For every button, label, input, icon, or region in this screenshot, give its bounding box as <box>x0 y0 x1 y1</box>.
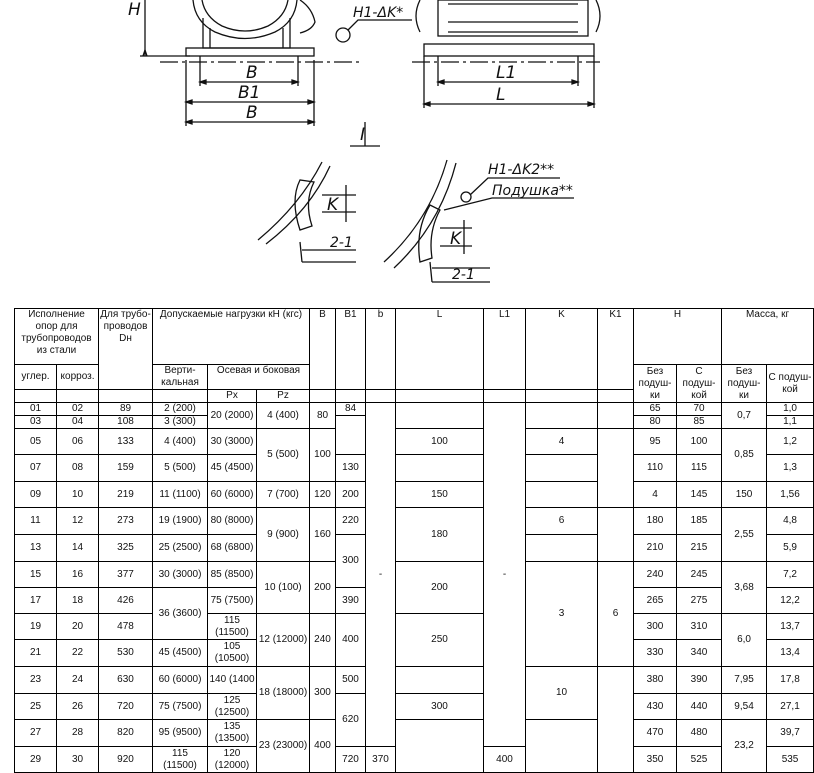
table-cell: 45 (4500) <box>208 455 257 482</box>
table-cell: 20 <box>57 614 99 640</box>
table-cell: 08 <box>57 455 99 482</box>
hdr-mass: Масса, кг <box>722 309 814 365</box>
table-cell: 2,55 <box>722 508 767 562</box>
table-cell: 430 <box>634 694 677 720</box>
table-cell: 09 <box>15 482 57 508</box>
table-cell: 265 <box>634 588 677 614</box>
table-cell: 28 <box>57 720 99 747</box>
dim-b1-label: B1 <box>238 83 261 103</box>
table-cell: 45 (4500) <box>153 640 208 667</box>
table-row <box>15 667 814 694</box>
table-cell <box>598 403 634 429</box>
table-cell: 22 <box>57 640 99 667</box>
hdr-b-small: b <box>366 309 396 390</box>
dim-l-label: L <box>496 85 506 105</box>
table-cell <box>526 535 598 562</box>
table-cell: 133 <box>99 429 153 455</box>
table-cell: 27,1 <box>767 694 814 720</box>
table-cell: 150 <box>396 482 484 508</box>
table-cell: 530 <box>99 640 153 667</box>
table-cell: 380 <box>634 667 677 694</box>
dim-k2-label: K <box>450 229 462 249</box>
table-cell: 84 <box>336 403 366 416</box>
table-cell <box>598 390 634 403</box>
hdr-pz: Pz <box>257 390 310 403</box>
table-cell: 4 <box>526 429 598 455</box>
table-cell: 1,0 <box>767 403 814 416</box>
dim-21-left-label: 2-1 <box>330 235 353 251</box>
table-cell: 3,68 <box>722 562 767 614</box>
table-cell: 440 <box>677 694 722 720</box>
table-cell: 65 <box>634 403 677 416</box>
table-cell: 150 <box>722 482 767 508</box>
table-cell: 330 <box>634 640 677 667</box>
table-cell: 130 <box>336 455 366 482</box>
weld-label-detail: H1-ΔK2** <box>488 162 555 178</box>
table-cell: 24 <box>57 667 99 694</box>
table-row <box>15 482 814 508</box>
table-cell: 340 <box>677 640 722 667</box>
table-cell: 14 <box>57 535 99 562</box>
hdr-b: B <box>310 309 336 390</box>
table-cell: 05 <box>15 429 57 455</box>
table-cell: 325 <box>99 535 153 562</box>
table-cell: 135 (13500) <box>208 720 257 747</box>
table-cell: 300 <box>310 667 336 720</box>
table-cell <box>396 390 484 403</box>
hdr-l1: L1 <box>484 309 526 390</box>
table-cell: 159 <box>99 455 153 482</box>
hdr-dn: Для трубо-проводов Dн <box>99 309 153 390</box>
table-cell <box>484 390 526 403</box>
table-cell: 2 (200) <box>153 403 208 416</box>
table-cell <box>396 720 484 773</box>
section-label: I <box>360 125 366 145</box>
table-cell: 75 (7500) <box>153 694 208 720</box>
table-cell: 115 (11500) <box>153 747 208 773</box>
table-row <box>15 562 814 588</box>
hdr-h-without: Без подуш-ки <box>634 365 677 403</box>
table-cell: 115 <box>677 455 722 482</box>
table-cell <box>336 416 366 455</box>
table-cell: 4 (400) <box>257 403 310 429</box>
table-cell: 18 <box>57 588 99 614</box>
table-cell: 7 (700) <box>257 482 310 508</box>
table-cell <box>526 403 598 429</box>
hdr-loads: Допускаемые нагрузки кН (кгс) <box>153 309 310 365</box>
table-cell <box>598 667 634 773</box>
table-cell: 478 <box>99 614 153 640</box>
table-cell: 110 <box>634 455 677 482</box>
table-cell: 185 <box>677 508 722 535</box>
table-cell <box>526 390 598 403</box>
table-cell: 4 <box>634 482 677 508</box>
dim-l1-label: L1 <box>496 63 517 83</box>
table-cell: 6 <box>526 508 598 535</box>
cushion-label: Подушка** <box>492 183 573 199</box>
table-cell: 920 <box>99 747 153 773</box>
table-cell: 10 <box>57 482 99 508</box>
table-cell: 15 <box>15 562 57 588</box>
table-cell <box>598 508 634 562</box>
table-cell: 13 <box>15 535 57 562</box>
dim-h-label: H <box>128 0 141 20</box>
table-cell: 27 <box>15 720 57 747</box>
table-cell: 11 <box>15 508 57 535</box>
table-cell: 9,54 <box>722 694 767 720</box>
table-cell: 0,85 <box>722 429 767 482</box>
table-cell: 377 <box>99 562 153 588</box>
table-cell: 19 (1900) <box>153 508 208 535</box>
table-cell: 13,4 <box>767 640 814 667</box>
table-cell: 9 (900) <box>257 508 310 562</box>
table-cell: 85 (8500) <box>208 562 257 588</box>
table-cell: 145 <box>677 482 722 508</box>
hdr-mass-with: С подуш-кой <box>767 365 814 403</box>
table-cell: 12 (12000) <box>257 614 310 667</box>
table-cell: 200 <box>336 482 366 508</box>
table-cell <box>336 390 366 403</box>
table-cell: 390 <box>677 667 722 694</box>
table-cell: 400 <box>336 614 366 667</box>
table-cell: 80 <box>634 416 677 429</box>
table-cell: 23,2 <box>722 720 767 773</box>
table-cell: 820 <box>99 720 153 747</box>
table-cell: 220 <box>336 508 366 535</box>
table-cell: 19 <box>15 614 57 640</box>
dim-k-label: K <box>327 195 339 215</box>
table-cell: 1,1 <box>767 416 814 429</box>
hdr-h: H <box>634 309 722 365</box>
table-cell: 180 <box>634 508 677 535</box>
table-cell: 300 <box>336 535 366 588</box>
table-cell: 400 <box>484 747 526 773</box>
table-cell: 10 <box>526 667 598 720</box>
table-cell: 25 (2500) <box>153 535 208 562</box>
hdr-mass-without: Без подуш-ки <box>722 365 767 403</box>
base-plate <box>186 48 314 56</box>
table-cell: 120 (12000) <box>208 747 257 773</box>
table-cell: 13,7 <box>767 614 814 640</box>
table-cell: 6 <box>598 562 634 667</box>
table-cell: 1,3 <box>767 455 814 482</box>
table-cell: 60 (6000) <box>153 667 208 694</box>
table-cell: 400 <box>310 720 336 773</box>
table-cell: 30 (3000) <box>153 562 208 588</box>
table-cell: 10 (100) <box>257 562 310 614</box>
table-cell: 350 <box>634 747 677 773</box>
table-cell: 5 (500) <box>153 455 208 482</box>
table-cell <box>526 720 598 773</box>
table-cell: 240 <box>310 614 336 667</box>
hdr-axial-side: Осевая и боковая <box>208 365 310 390</box>
hdr-corrosion: корроз. <box>57 365 99 390</box>
table-cell: 29 <box>15 747 57 773</box>
table-cell: 275 <box>677 588 722 614</box>
table-cell <box>396 403 484 429</box>
table-cell <box>526 455 598 482</box>
supports-table <box>14 308 814 773</box>
table-cell: 11 (1100) <box>153 482 208 508</box>
table-cell: 4 (400) <box>153 429 208 455</box>
table-cell: 07 <box>15 455 57 482</box>
table-cell <box>598 429 634 508</box>
table-cell: 39,7 <box>767 720 814 747</box>
table-row <box>15 614 814 640</box>
table-cell <box>310 390 336 403</box>
hdr-vertical-2 <box>153 390 208 403</box>
table-cell: 535 <box>767 747 814 773</box>
table-cell: 720 <box>336 747 366 773</box>
table-cell: 200 <box>310 562 336 614</box>
table-cell: 470 <box>634 720 677 747</box>
table-cell: 23 <box>15 667 57 694</box>
table-cell: - <box>484 403 526 747</box>
table-cell: 108 <box>99 416 153 429</box>
hdr-carbon-2 <box>15 390 57 403</box>
table-cell: 720 <box>99 694 153 720</box>
hdr-execution: Исполнение опор для трубопроводов из стали <box>15 309 99 365</box>
table-cell: 620 <box>336 694 366 747</box>
dim-21-right-label: 2-1 <box>452 267 475 283</box>
table-row <box>15 403 814 416</box>
hdr-k1: K1 <box>598 309 634 390</box>
table-cell: 95 (9500) <box>153 720 208 747</box>
table-cell: 23 (23000) <box>257 720 310 773</box>
table-cell: 105 (10500) <box>208 640 257 667</box>
dim-b2-label: B <box>246 103 258 123</box>
table-cell: 18 (18000) <box>257 667 310 720</box>
table-row <box>15 508 814 535</box>
table-cell: 20 (2000) <box>208 403 257 429</box>
table-cell: 12 <box>57 508 99 535</box>
table-cell: 80 <box>310 403 336 429</box>
table-row <box>15 694 814 720</box>
table-cell: 5,9 <box>767 535 814 562</box>
table-cell: 04 <box>57 416 99 429</box>
weld-label-top: H1-ΔK* <box>353 5 404 21</box>
hdr-carbon: углер. <box>15 365 57 390</box>
table-cell: 219 <box>99 482 153 508</box>
table-cell: 140 (1400 <box>208 667 257 694</box>
table-cell: 426 <box>99 588 153 614</box>
table-cell: 1,2 <box>767 429 814 455</box>
table-cell: 03 <box>15 416 57 429</box>
table-cell: 215 <box>677 535 722 562</box>
table-cell: 240 <box>634 562 677 588</box>
table-cell <box>526 482 598 508</box>
table-cell: 100 <box>396 429 484 455</box>
table-cell: 75 (7500) <box>208 588 257 614</box>
table-cell: 7,2 <box>767 562 814 588</box>
table-cell: 17,8 <box>767 667 814 694</box>
hdr-px: Px <box>208 390 257 403</box>
table-cell: 115 (11500) <box>208 614 257 640</box>
table-cell: 200 <box>396 562 484 614</box>
table-cell: 95 <box>634 429 677 455</box>
table-cell: 370 <box>366 747 396 773</box>
hdr-l: L <box>396 309 484 390</box>
table-cell: 68 (6800) <box>208 535 257 562</box>
table-cell: 500 <box>336 667 366 694</box>
table-cell: 85 <box>677 416 722 429</box>
table-cell: 26 <box>57 694 99 720</box>
table-cell: 525 <box>677 747 722 773</box>
table-cell: 630 <box>99 667 153 694</box>
table-cell: 210 <box>634 535 677 562</box>
table-cell <box>366 390 396 403</box>
table-cell: 390 <box>336 588 366 614</box>
table-cell: 17 <box>15 588 57 614</box>
table-cell: - <box>366 403 396 747</box>
table-cell: 480 <box>677 720 722 747</box>
table-cell: 6,0 <box>722 614 767 667</box>
table-cell: 0,7 <box>722 403 767 429</box>
hdr-vertical: Верти-кальная <box>153 365 208 390</box>
table-cell: 89 <box>99 403 153 416</box>
table-cell: 180 <box>396 508 484 562</box>
hdr-corrosion-2 <box>57 390 99 403</box>
table-cell: 21 <box>15 640 57 667</box>
table-cell: 3 <box>526 562 598 667</box>
dim-b-label: B <box>246 63 258 83</box>
table-cell <box>396 667 484 694</box>
table-cell: 25 <box>15 694 57 720</box>
table-cell: 300 <box>634 614 677 640</box>
hdr-h-with: С подуш-кой <box>677 365 722 403</box>
table-cell: 12,2 <box>767 588 814 614</box>
table-cell: 60 (6000) <box>208 482 257 508</box>
table-cell: 125 (12500) <box>208 694 257 720</box>
table-cell: 310 <box>677 614 722 640</box>
side-view-pipe <box>438 0 588 36</box>
table-cell: 30 <box>57 747 99 773</box>
table-cell <box>396 455 484 482</box>
table-row <box>15 720 814 747</box>
table-cell: 02 <box>57 403 99 416</box>
table-cell: 245 <box>677 562 722 588</box>
table-cell: 80 (8000) <box>208 508 257 535</box>
table-cell: 160 <box>310 508 336 562</box>
technical-drawing <box>0 0 737 300</box>
table-cell: 5 (500) <box>257 429 310 482</box>
hdr-dn-2 <box>99 390 153 403</box>
table-cell: 01 <box>15 403 57 416</box>
table-cell: 4,8 <box>767 508 814 535</box>
table-row <box>15 455 814 482</box>
table-cell: 120 <box>310 482 336 508</box>
table-cell: 300 <box>396 694 484 720</box>
table-cell: 16 <box>57 562 99 588</box>
table-cell: 06 <box>57 429 99 455</box>
table-cell: 273 <box>99 508 153 535</box>
table-cell: 70 <box>677 403 722 416</box>
hdr-b1: B1 <box>336 309 366 390</box>
table-cell: 250 <box>396 614 484 667</box>
hdr-k: K <box>526 309 598 390</box>
table-row <box>15 429 814 455</box>
table-cell: 36 (3600) <box>153 588 208 640</box>
table-cell: 1,56 <box>767 482 814 508</box>
table-cell: 30 (3000) <box>208 429 257 455</box>
pipe-outline <box>193 0 297 39</box>
table-cell: 7,95 <box>722 667 767 694</box>
table-cell: 100 <box>310 429 336 482</box>
table-cell: 100 <box>677 429 722 455</box>
table-cell: 3 (300) <box>153 416 208 429</box>
